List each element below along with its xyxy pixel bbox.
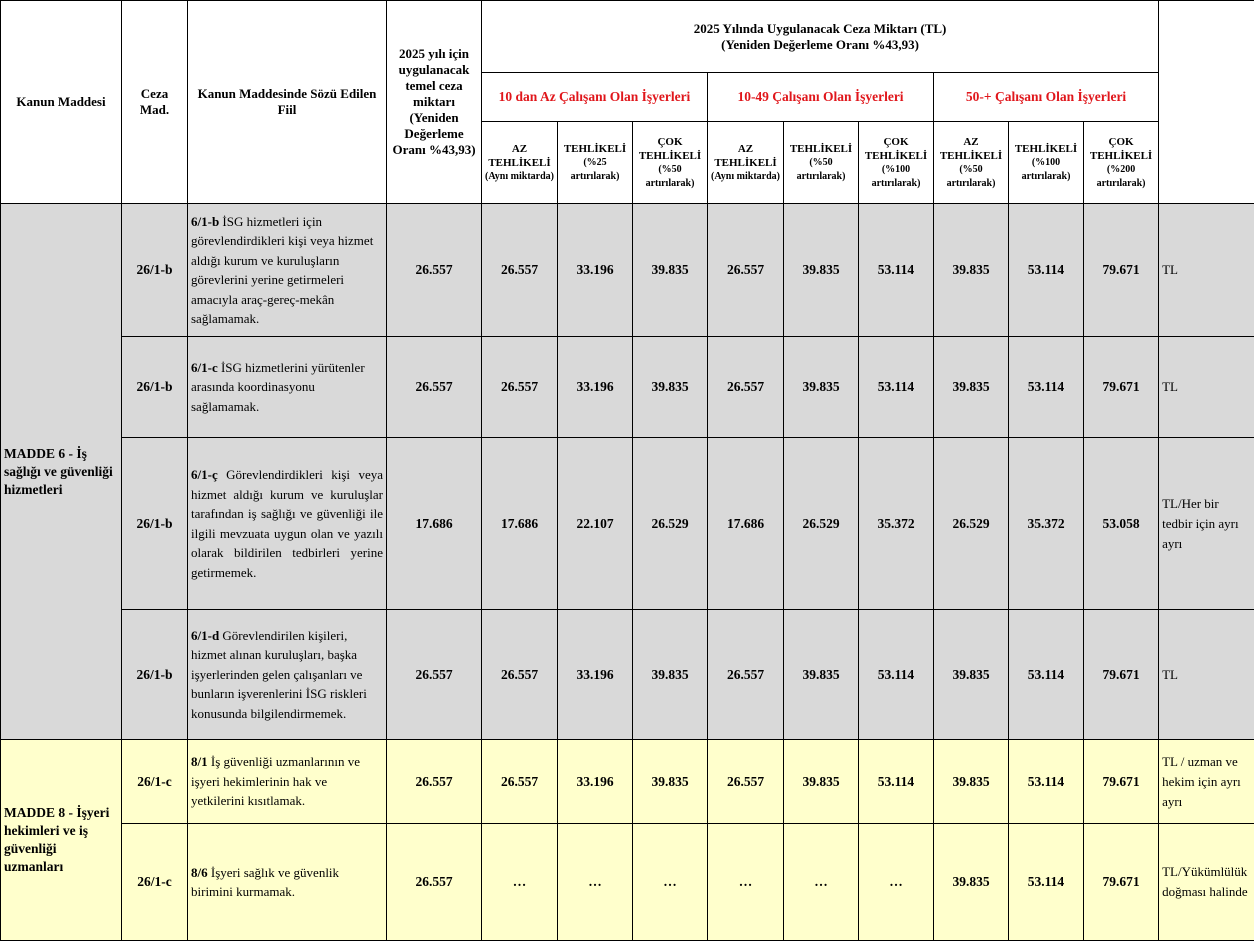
subcol-note: (%100 artırılarak) <box>1021 156 1071 182</box>
subcol-title: TEHLİKELİ <box>789 142 853 155</box>
ceza-amount-cell: 53.114 <box>1009 610 1084 740</box>
ceza-amount-cell: 33.196 <box>558 204 633 337</box>
ceza-amount-cell: … <box>784 824 859 941</box>
table-row <box>1 824 1254 941</box>
subcol-title: ÇOK TEHLİKELİ <box>638 135 702 162</box>
ceza-amount-cell: 39.835 <box>784 610 859 740</box>
ceza-amount-cell: 22.107 <box>558 438 633 610</box>
header-ceza-mad: Ceza Mad. <box>122 1 188 204</box>
subcol-note: (%100 artırılarak) <box>871 163 921 189</box>
ceza-amount-cell: 26.557 <box>708 610 784 740</box>
ceza-amount-cell: 26.557 <box>482 610 558 740</box>
ceza-amount-cell: 39.835 <box>784 337 859 438</box>
subcol-note: (%50 artırılarak) <box>796 156 846 182</box>
ceza-mad-cell: 26/1-b <box>122 438 188 610</box>
subcol-note: (%25 artırılarak) <box>570 156 620 182</box>
fiil-text: İSG hizmetleri için görevlendirdikleri kişi veya hizmet aldığı kurum ve kuruluşların görevlerini yerine getirmeleri amacıyla araç-gereç-mekân sağlamamak. <box>191 213 374 326</box>
header-temel-ceza: 2025 yılı için uygulanacak temel ceza miktarı (Yeniden Değerleme Oranı %43,93) <box>387 1 482 204</box>
ceza-amount-cell: 35.372 <box>1009 438 1084 610</box>
fiil-text: İşyeri sağlık ve güvenlik birimini kurmamak. <box>191 864 340 899</box>
ceza-amount-cell: 26.529 <box>633 438 708 610</box>
subcol-header <box>1084 122 1159 204</box>
subcol-title: AZ TEHLİKELİ <box>714 142 777 169</box>
subcol-header <box>1009 122 1084 204</box>
subcol-header <box>934 122 1009 204</box>
ceza-amount-cell: 26.529 <box>784 438 859 610</box>
header-group-title-text: 2025 Yılında Uygulanacak Ceza Miktarı (TL) <box>693 20 947 36</box>
fiil-cell <box>188 438 387 610</box>
fiil-cell <box>188 824 387 941</box>
ceza-amount-cell: 39.835 <box>633 204 708 337</box>
temel-ceza-cell: 26.557 <box>387 610 482 740</box>
ceza-amount-cell: 79.671 <box>1084 610 1159 740</box>
ceza-amount-cell: 53.114 <box>1009 204 1084 337</box>
header-group-subtitle-text: (Yeniden Değerleme Oranı %43,93) <box>721 36 919 52</box>
group-header-10-dan-az: 10 dan Az Çalışanı Olan İşyerleri <box>482 73 708 122</box>
ceza-amount-cell: 53.114 <box>859 337 934 438</box>
subcol-title: AZ TEHLİKELİ <box>488 142 551 169</box>
subcol-header <box>558 122 633 204</box>
ceza-amount-cell: 26.557 <box>482 204 558 337</box>
ceza-amount-cell: 26.557 <box>482 740 558 824</box>
subcol-header <box>482 122 558 204</box>
ceza-mad-cell: 26/1-c <box>122 740 188 824</box>
subcol-note: (Aynı miktarda) <box>711 170 780 182</box>
subcol-header <box>784 122 859 204</box>
table-row <box>1 740 1254 824</box>
group-header-10-49: 10-49 Çalışanı Olan İşyerleri <box>708 73 934 122</box>
ceza-amount-cell: 33.196 <box>558 337 633 438</box>
subcol-header <box>708 122 784 204</box>
ceza-amount-cell: 39.835 <box>784 204 859 337</box>
subcol-title: TEHLİKELİ <box>1014 142 1078 155</box>
ceza-amount-cell: 79.671 <box>1084 204 1159 337</box>
ceza-amount-cell: 53.058 <box>1084 438 1159 610</box>
ceza-mad-cell: 26/1-c <box>122 824 188 941</box>
fiil-text: İş güvenliği uzmanlarının ve işyeri hekimlerinin hak ve yetkilerini kısıtlamak. <box>191 754 360 809</box>
fiil-cell <box>188 204 387 337</box>
subcol-note: (%50 artırılarak) <box>645 163 695 189</box>
table-row <box>1 204 1254 337</box>
subcol-title: TEHLİKELİ <box>563 142 627 155</box>
ceza-amount-cell: … <box>708 824 784 941</box>
subcol-note: (%200 artırılarak) <box>1096 163 1146 189</box>
ceza-amount-cell: 79.671 <box>1084 337 1159 438</box>
ceza-amount-cell: 39.835 <box>934 204 1009 337</box>
fiil-code: 8/1 <box>191 754 208 770</box>
fiil-cell <box>188 337 387 438</box>
ceza-amount-cell: … <box>859 824 934 941</box>
ceza-amount-cell: 26.557 <box>708 204 784 337</box>
ceza-amount-cell: 39.835 <box>633 740 708 824</box>
note-cell: TL <box>1159 204 1254 337</box>
fiil-text: Görevlendirdikleri kişi veya hizmet aldığı kurum ve kuruluşlar tarafından iş sağlığı ve güvenliği ile ilgili mevzuata uygun olan ve yazılı olarak bildirilen tedbirleri yerine getirmemek. <box>191 467 383 580</box>
ceza-amount-cell: 53.114 <box>1009 740 1084 824</box>
note-cell: TL/Her bir tedbir için ayrı ayrı <box>1159 438 1254 610</box>
table-row <box>1 337 1254 438</box>
note-cell: TL <box>1159 610 1254 740</box>
header-kanun-maddesi: Kanun Maddesi <box>1 1 122 204</box>
note-cell: TL <box>1159 337 1254 438</box>
temel-ceza-cell: 26.557 <box>387 740 482 824</box>
ceza-amount-cell: 26.557 <box>482 337 558 438</box>
fiil-code: 6/1-c <box>191 359 218 375</box>
temel-ceza-cell: 26.557 <box>387 824 482 941</box>
table-row <box>1 610 1254 740</box>
fiil-code: 8/6 <box>191 864 208 880</box>
header-fiil: Kanun Maddesinde Sözü Edilen Fiil <box>188 1 387 204</box>
ceza-amount-cell: 53.114 <box>1009 824 1084 941</box>
subcol-title: ÇOK TEHLİKELİ <box>1089 135 1153 162</box>
ceza-amount-cell: 39.835 <box>934 740 1009 824</box>
ceza-amount-cell: 39.835 <box>633 337 708 438</box>
ceza-amount-cell: 39.835 <box>784 740 859 824</box>
ceza-amount-cell: 79.671 <box>1084 824 1159 941</box>
ceza-amount-cell: 39.835 <box>633 610 708 740</box>
ceza-amount-cell: 79.671 <box>1084 740 1159 824</box>
temel-ceza-cell: 26.557 <box>387 337 482 438</box>
subcol-header <box>859 122 934 204</box>
note-cell: TL/Yükümlülük doğması halinde <box>1159 824 1254 941</box>
ceza-amount-cell: 53.114 <box>859 204 934 337</box>
ceza-amount-cell: 39.835 <box>934 824 1009 941</box>
ceza-amount-cell: … <box>482 824 558 941</box>
subcol-header <box>633 122 708 204</box>
ceza-amount-cell: 17.686 <box>482 438 558 610</box>
ceza-amount-cell: 26.557 <box>708 337 784 438</box>
ceza-amount-cell: 33.196 <box>558 610 633 740</box>
ceza-amount-cell: … <box>558 824 633 941</box>
header-group-title <box>482 1 1159 73</box>
ceza-amount-cell: … <box>633 824 708 941</box>
group-header-50-plus: 50-+ Çalışanı Olan İşyerleri <box>934 73 1159 122</box>
temel-ceza-cell: 17.686 <box>387 438 482 610</box>
fiil-text: Görevlendirilen kişileri, hizmet alınan kuruluşları, başka işyerlerinden gelen çalışanları ve bunların işverenlerini İSG riskleri konusunda bilgilendirmemek. <box>191 627 367 721</box>
temel-ceza-cell: 26.557 <box>387 204 482 337</box>
ceza-amount-cell: 17.686 <box>708 438 784 610</box>
table-row <box>1 438 1254 610</box>
header-note-blank <box>1159 1 1254 204</box>
fiil-cell <box>188 740 387 824</box>
ceza-amount-cell: 39.835 <box>934 610 1009 740</box>
ceza-mad-cell: 26/1-b <box>122 204 188 337</box>
ceza-amount-cell: 39.835 <box>934 337 1009 438</box>
ceza-amount-cell: 53.114 <box>1009 337 1084 438</box>
fiil-code: 6/1-b <box>191 213 220 229</box>
subcol-title: AZ TEHLİKELİ <box>939 135 1003 162</box>
ceza-amount-cell: 53.114 <box>859 740 934 824</box>
ceza-mad-cell: 26/1-b <box>122 610 188 740</box>
fiil-code: 6/1-ç <box>191 467 218 482</box>
note-cell: TL / uzman ve hekim için ayrı ayrı <box>1159 740 1254 824</box>
ceza-amount-cell: 26.557 <box>708 740 784 824</box>
ceza-amount-cell: 33.196 <box>558 740 633 824</box>
ceza-amount-cell: 35.372 <box>859 438 934 610</box>
fiil-text: İSG hizmetlerini yürütenler arasında koordinasyonu sağlamamak. <box>191 359 365 414</box>
ceza-amount-cell: 26.529 <box>934 438 1009 610</box>
ceza-mad-cell: 26/1-b <box>122 337 188 438</box>
fiil-code: 6/1-d <box>191 627 220 643</box>
ceza-amount-cell: 53.114 <box>859 610 934 740</box>
kanun-maddesi-cell: MADDE 8 - İşyeri hekimleri ve iş güvenliği uzmanları <box>1 740 122 941</box>
kanun-maddesi-cell: MADDE 6 - İş sağlığı ve güvenliği hizmetleri <box>1 204 122 740</box>
subcol-note: (%50 artırılarak) <box>946 163 996 189</box>
fiil-cell <box>188 610 387 740</box>
subcol-note: (Aynı miktarda) <box>485 170 554 182</box>
subcol-title: ÇOK TEHLİKELİ <box>864 135 928 162</box>
